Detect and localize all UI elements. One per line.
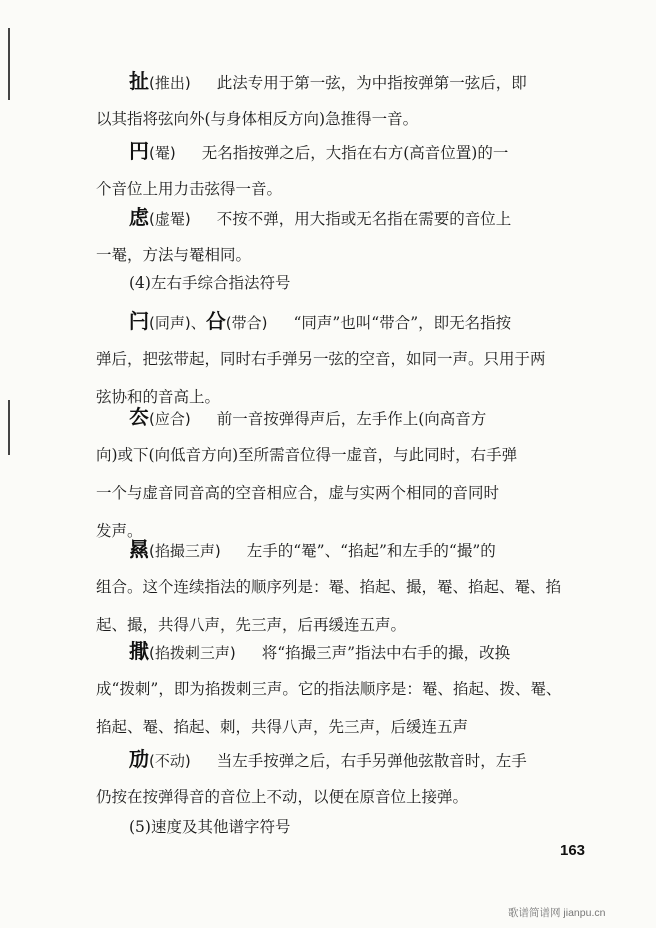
entry-line: 弹后，把弦带起，同时右手弹另一弦的空音，如同一声。只用于两 — [96, 350, 546, 368]
entry-line — [96, 740, 592, 778]
entry-line — [96, 302, 592, 340]
entry-text: 无名指按弹之后，大指在右方(高音位置)的一 — [201, 144, 509, 162]
entry-tui-chu — [96, 62, 592, 138]
section-heading: (4)左右手综合指法符号 — [129, 274, 291, 292]
notation-glyph: 虑 — [129, 205, 149, 229]
entry-line: 一罨，方法与罨相同。 — [96, 246, 252, 264]
margin-mark — [8, 28, 10, 100]
entry-text: 左手的“罨”、“掐起”和左手的“撮”的 — [246, 542, 496, 560]
entry-xu-yan — [96, 198, 592, 274]
entry-line — [96, 398, 592, 436]
term-label: (带合) — [225, 314, 268, 332]
entry-text: 当左手按弹之后，右手另弹他弦散音时，左手 — [216, 752, 527, 770]
entry-line — [96, 198, 592, 236]
page-number: 163 — [560, 842, 586, 859]
notation-glyph: 円 — [129, 139, 149, 163]
term-label: (掐撮三声) — [149, 542, 221, 560]
entry-line — [96, 632, 592, 670]
term-label: (虚罨) — [149, 210, 191, 228]
entry-yan — [96, 132, 592, 208]
entry-line — [96, 62, 592, 100]
entry-text: 不按不弹，用大指或无名指在需要的音位上 — [216, 210, 512, 228]
margin-mark — [8, 400, 10, 455]
entry-line: 仍按在按弹得音的音位上不动，以便在原音位上接弹。 — [96, 788, 469, 806]
notation-glyph: 厺 — [129, 405, 149, 429]
section-heading-5 — [96, 808, 592, 846]
term-label: (罨) — [149, 144, 176, 162]
entry-line: 一个与虚音同音高的空音相应合，虚与实两个相同的音同时 — [96, 484, 500, 502]
watermark: 歌谱简谱网 jianpu.cn — [508, 907, 606, 919]
entry-qia-bo-ci-san-sheng — [96, 632, 592, 746]
notation-glyph: 闩 — [129, 309, 149, 333]
entry-line — [96, 132, 592, 170]
entry-line: 组合。这个连续指法的顺序列是：罨、掐起、撮，罨、掐起、罨、掐 — [96, 578, 562, 596]
entry-line: 掐起、罨、掐起、刺，共得八声，先三声，后缓连五声 — [96, 718, 469, 736]
notation-glyph: 㩎 — [129, 639, 149, 663]
notation-glyph: 㕣 — [205, 309, 226, 333]
entry-text: 前一音按弹得声后，左手作上(向高音方 — [216, 410, 487, 428]
entry-ying-he — [96, 398, 592, 550]
notation-glyph: 扯 — [129, 69, 149, 93]
entry-line: 向)或下(向低音方向)至所需音位得一虚音，与此同时，右手弹 — [96, 446, 518, 464]
term-label: (推出) — [149, 74, 191, 92]
term-label: (掐拨刺三声) — [149, 644, 236, 662]
entry-line: 成“拨刺”，即为掐拨刺三声。它的指法顺序是：罨、掐起、拨、罨、 — [96, 680, 562, 698]
section-heading: (5)速度及其他谱字符号 — [129, 818, 291, 836]
term-label: (同声)、 — [149, 314, 206, 332]
entry-line: 个音位上用力击弦得一音。 — [96, 180, 283, 198]
entry-bu-dong — [96, 740, 592, 816]
entry-line: 起、撮，共得八声，先三声，后再缓连五声。 — [96, 616, 407, 634]
notation-glyph: 劢 — [129, 747, 149, 771]
entry-text: 将“掐撮三声”指法中右手的撮，改换 — [261, 644, 511, 662]
entry-line — [96, 530, 592, 568]
entry-line: 发声。 — [96, 522, 143, 540]
notation-glyph: 㬎 — [129, 537, 149, 561]
entry-text: “同声”也叫“带合”，即无名指按 — [293, 314, 512, 332]
entry-line: 以其指将弦向外(与身体相反方向)急推得一音。 — [96, 110, 419, 128]
section-heading-4 — [96, 264, 592, 302]
term-label: (不动) — [149, 752, 191, 770]
entry-qia-cuo-san-sheng — [96, 530, 592, 644]
term-label: (应合) — [149, 410, 191, 428]
entry-line: 弦协和的音高上。 — [96, 388, 221, 406]
entry-text: 此法专用于第一弦，为中指按弹第一弦后，即 — [216, 74, 527, 92]
